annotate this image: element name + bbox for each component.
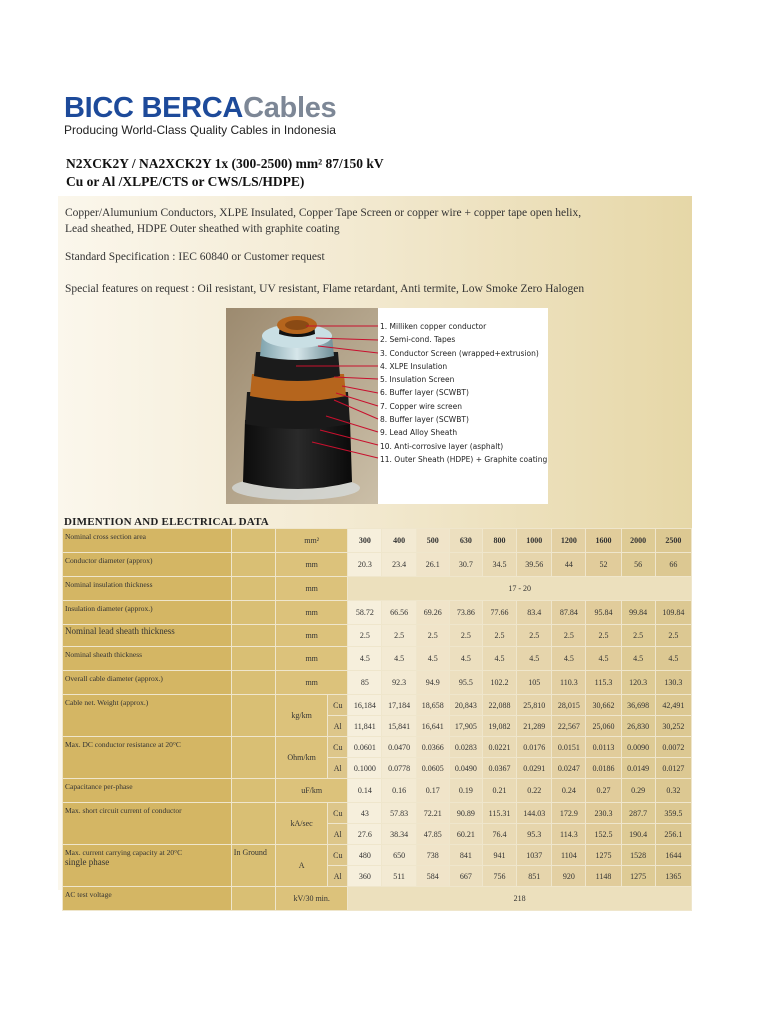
table-cell: 43: [348, 803, 382, 824]
table-cell: 800: [482, 529, 516, 553]
row-label: Nominal lead sheath thickness: [63, 625, 232, 647]
table-cell: 39.56: [517, 553, 552, 577]
table-cell: 0.0072: [655, 737, 691, 758]
table-cell: 4.5: [655, 647, 691, 671]
table-cell: 1528: [621, 845, 655, 866]
table-cell: 511: [382, 866, 416, 887]
blank-cell: [231, 529, 275, 553]
table-cell: 0.0601: [348, 737, 382, 758]
table-cell: 94.9: [416, 671, 449, 695]
material-al: Al: [328, 716, 348, 737]
table-cell: 4.5: [621, 647, 655, 671]
table-cell: 584: [416, 866, 449, 887]
table-cell: 1275: [621, 866, 655, 887]
unit-cell: mm: [276, 671, 348, 695]
table-cell: 287.7: [621, 803, 655, 824]
table-cell: 18,658: [416, 695, 449, 716]
table-cell: 2.5: [517, 625, 552, 647]
table-cell: 0.0113: [586, 737, 621, 758]
row-sheath-thickness: [63, 647, 692, 671]
legend-item: 9. Lead Alloy Sheath: [380, 428, 458, 438]
dimension-electrical-table: [62, 528, 692, 911]
table-cell: 28,015: [552, 695, 586, 716]
title-line-1: N2XCK2Y / NA2XCK2Y 1x (300-2500) mm² 87/150 kV: [66, 156, 384, 171]
table-cell: 920: [552, 866, 586, 887]
table-cell: 105: [517, 671, 552, 695]
table-cell: 58.72: [348, 601, 382, 625]
product-title: [66, 155, 384, 191]
row-lead-sheath: [63, 625, 692, 647]
table-cell: 77.66: [482, 601, 516, 625]
table-cell: 1000: [517, 529, 552, 553]
table-cell: 0.0366: [416, 737, 449, 758]
legend-item: 2. Semi-cond. Tapes: [380, 335, 456, 345]
table-cell: 144.03: [517, 803, 552, 824]
table-cell: 230.3: [586, 803, 621, 824]
row-label: [63, 845, 232, 887]
table-cell: 73.86: [449, 601, 482, 625]
blank-cell: [231, 695, 275, 737]
material-cu: Cu: [328, 737, 348, 758]
unit-cell: mm: [276, 553, 348, 577]
table-cell: 4.5: [586, 647, 621, 671]
table-cell: 0.32: [655, 779, 691, 803]
table-cell: 0.0470: [382, 737, 416, 758]
table-cell: 130.3: [655, 671, 691, 695]
table-cell: 4.5: [348, 647, 382, 671]
table-cell: 1148: [586, 866, 621, 887]
table-cell: 359.5: [655, 803, 691, 824]
table-cell: 0.22: [517, 779, 552, 803]
table-cell: 30,252: [655, 716, 691, 737]
table-cell: 0.0605: [416, 758, 449, 779]
table-cell: 102.2: [482, 671, 516, 695]
table-cell: 1600: [586, 529, 621, 553]
table-cell: 360: [348, 866, 382, 887]
table-cell: 190.4: [621, 824, 655, 845]
legend-item: 11. Outer Sheath (HDPE) + Graphite coating: [380, 454, 548, 464]
table-cell: 69.26: [416, 601, 449, 625]
row-current-capacity-cu: [63, 845, 692, 866]
table-cell: 87.84: [552, 601, 586, 625]
table-cell: 17,905: [449, 716, 482, 737]
unit-cell: A: [276, 845, 328, 887]
table-cell: 4.5: [449, 647, 482, 671]
blank-cell: [231, 601, 275, 625]
table-cell: 4.5: [416, 647, 449, 671]
table-cell: 4.5: [552, 647, 586, 671]
table-cell: 0.0176: [517, 737, 552, 758]
table-cell: 0.0291: [517, 758, 552, 779]
row-cross-section: [63, 529, 692, 553]
table-cell: 92.3: [382, 671, 416, 695]
table-cell: 0.27: [586, 779, 621, 803]
row-label: Nominal cross section area: [63, 529, 232, 553]
table-cell: 0.1000: [348, 758, 382, 779]
blank-cell: [231, 779, 275, 803]
row-cable-weight-cu: [63, 695, 692, 716]
unit-cell: mm²: [276, 529, 348, 553]
table-cell: 1644: [655, 845, 691, 866]
table-cell: 23.4: [382, 553, 416, 577]
row-overall-diameter: [63, 671, 692, 695]
legend-item: 3. Conductor Screen (wrapped+extrusion): [380, 348, 539, 358]
table-cell: 152.5: [586, 824, 621, 845]
table-cell: 60.21: [449, 824, 482, 845]
table-cell: 47.85: [416, 824, 449, 845]
special-features-label: Special features on request :: [65, 283, 195, 295]
material-cu: Cu: [328, 845, 348, 866]
row-conductor-diameter: [63, 553, 692, 577]
row-label-line: single phase: [65, 857, 110, 867]
table-cell: 85: [348, 671, 382, 695]
table-cell: 2.5: [348, 625, 382, 647]
table-cell: 0.0221: [482, 737, 516, 758]
table-cell: 95.84: [586, 601, 621, 625]
row-label: Conductor diameter (approx): [63, 553, 232, 577]
table-cell: 27.6: [348, 824, 382, 845]
table-cell: 66: [655, 553, 691, 577]
row-label-line: Max. current carrying capacity at 20°C: [65, 848, 183, 857]
legend-item: 8. Buffer layer (SCWBT): [380, 415, 469, 425]
table-cell: 25,810: [517, 695, 552, 716]
logo-wordmark: [64, 93, 336, 123]
legend-item: 5. Insulation Screen: [380, 375, 455, 385]
logo-part-bicc-berca: BICC BERCA: [64, 92, 244, 124]
table-cell: 0.0151: [552, 737, 586, 758]
table-cell: 30,662: [586, 695, 621, 716]
row-label: Nominal insulation thickness: [63, 577, 232, 601]
logo-tagline: Producing World-Class Quality Cables in Indonesia: [64, 123, 336, 137]
table-cell: 0.24: [552, 779, 586, 803]
row-short-circuit-cu: [63, 803, 692, 824]
blank-cell: [231, 737, 275, 779]
table-cell: 0.0149: [621, 758, 655, 779]
table-cell: 0.21: [482, 779, 516, 803]
unit-cell: mm: [276, 625, 348, 647]
unit-cell: uF/km: [276, 779, 348, 803]
cable-layers-legend: [380, 320, 547, 466]
table-cell: 38.34: [382, 824, 416, 845]
title-line-2: Cu or Al /XLPE/CTS or CWS/LS/HDPE): [66, 174, 305, 189]
table-cell: 44: [552, 553, 586, 577]
material-al: Al: [328, 866, 348, 887]
special-features: [65, 283, 584, 295]
table-cell: 256.1: [655, 824, 691, 845]
row-dc-resistance-cu: [63, 737, 692, 758]
table-cell: 42,491: [655, 695, 691, 716]
table-cell: 20.3: [348, 553, 382, 577]
table-cell: 300: [348, 529, 382, 553]
material-al: Al: [328, 758, 348, 779]
table-cell: 72.21: [416, 803, 449, 824]
table-cell: 1037: [517, 845, 552, 866]
table-cell: 756: [482, 866, 516, 887]
row-label: Max. DC conductor resistance at 20°C: [63, 737, 232, 779]
unit-cell: kV/30 min.: [276, 887, 348, 911]
blank-cell: [231, 553, 275, 577]
table-cell: 667: [449, 866, 482, 887]
table-cell: 738: [416, 845, 449, 866]
table-cell: 650: [382, 845, 416, 866]
standard-specification: Standard Specification : IEC 60840 or Customer request: [65, 251, 325, 263]
unit-cell: mm: [276, 647, 348, 671]
product-description: [65, 205, 685, 237]
table-cell: 15,841: [382, 716, 416, 737]
table-cell: 2500: [655, 529, 691, 553]
table-cell: 2.5: [416, 625, 449, 647]
row-insulation-diameter: [63, 601, 692, 625]
description-line-2: Lead sheathed, HDPE Outer sheathed with graphite coating: [65, 223, 340, 235]
table-cell: 172.9: [552, 803, 586, 824]
table-cell: 109.84: [655, 601, 691, 625]
table-cell: 4.5: [382, 647, 416, 671]
table-cell: 2000: [621, 529, 655, 553]
table-cell: 2.5: [586, 625, 621, 647]
table-cell: 851: [517, 866, 552, 887]
unit-cell: kg/km: [276, 695, 328, 737]
table-cell: 26.1: [416, 553, 449, 577]
legend-item: 6. Buffer layer (SCWBT): [380, 388, 469, 398]
table-cell: 115.31: [482, 803, 516, 824]
table-cell: 83.4: [517, 601, 552, 625]
table-cell: 841: [449, 845, 482, 866]
table-cell: 0.0090: [621, 737, 655, 758]
table-cell: 110.3: [552, 671, 586, 695]
table-cell: 57.83: [382, 803, 416, 824]
legend-item: 4. XLPE Insulation: [380, 361, 448, 371]
blank-cell: [231, 803, 275, 845]
legend-item: 7. Copper wire screen: [380, 401, 463, 411]
row-label: Max. short circuit current of conductor: [63, 803, 232, 845]
table-cell: 22,088: [482, 695, 516, 716]
blank-cell: [231, 671, 275, 695]
table-cell: 1275: [586, 845, 621, 866]
table-cell: 0.0127: [655, 758, 691, 779]
blank-cell: [231, 647, 275, 671]
table-cell: 17,184: [382, 695, 416, 716]
table-cell: 120.3: [621, 671, 655, 695]
table-cell: 941: [482, 845, 516, 866]
table-cell: 66.56: [382, 601, 416, 625]
table-cell: 1365: [655, 866, 691, 887]
table-cell: 16,641: [416, 716, 449, 737]
table-cell: 0.17: [416, 779, 449, 803]
installation-cell: In Ground: [231, 845, 275, 887]
table-cell: 0.16: [382, 779, 416, 803]
table-cell: 2.5: [449, 625, 482, 647]
table-cell: 400: [382, 529, 416, 553]
table-cell: 0.0247: [552, 758, 586, 779]
legend-item: 10. Anti-corrosive layer (asphalt): [380, 441, 504, 451]
table-cell: 30.7: [449, 553, 482, 577]
table-cell-merged: 218: [348, 887, 692, 911]
material-cu: Cu: [328, 803, 348, 824]
table-cell: 480: [348, 845, 382, 866]
special-features-text: Oil resistant, UV resistant, Flame retardant, Anti termite, Low Smoke Zero Halogen: [194, 283, 585, 295]
table-cell: 95.3: [517, 824, 552, 845]
row-insulation-thickness: [63, 577, 692, 601]
material-cu: Cu: [328, 695, 348, 716]
blank-cell: [231, 625, 275, 647]
row-label: Nominal sheath thickness: [63, 647, 232, 671]
table-cell: 95.5: [449, 671, 482, 695]
table-cell: 115.3: [586, 671, 621, 695]
table-cell: 0.0490: [449, 758, 482, 779]
table-title: DIMENTION AND ELECTRICAL DATA: [64, 516, 269, 528]
table-cell: 4.5: [517, 647, 552, 671]
table-cell: 114.3: [552, 824, 586, 845]
table-cell: 56: [621, 553, 655, 577]
table-cell: 90.89: [449, 803, 482, 824]
table-cell: 0.19: [449, 779, 482, 803]
row-label: Insulation diameter (approx.): [63, 601, 232, 625]
table-cell: 34.5: [482, 553, 516, 577]
table-cell: 99.84: [621, 601, 655, 625]
table-cell: 0.0778: [382, 758, 416, 779]
unit-cell: Ohm/km: [276, 737, 328, 779]
row-capacitance: [63, 779, 692, 803]
table-cell: 2.5: [552, 625, 586, 647]
table-cell: 1200: [552, 529, 586, 553]
legend-item: 1. Milliken copper conductor: [380, 322, 487, 331]
row-label: Cable net. Weight (approx.): [63, 695, 232, 737]
table-cell: 19,082: [482, 716, 516, 737]
description-line-1: Copper/Alumunium Conductors, XLPE Insulated, Copper Tape Screen or copper wire + copper tape open helix,: [65, 207, 582, 219]
table-cell: 25,060: [586, 716, 621, 737]
table-cell: 2.5: [655, 625, 691, 647]
table-cell: 2.5: [382, 625, 416, 647]
table-cell: 76.4: [482, 824, 516, 845]
row-label: AC test voltage: [63, 887, 232, 911]
unit-cell: mm: [276, 601, 348, 625]
table-cell: 20,843: [449, 695, 482, 716]
table-cell: 0.0283: [449, 737, 482, 758]
material-al: Al: [328, 824, 348, 845]
logo-part-cables: Cables: [243, 92, 337, 124]
table-cell: 0.29: [621, 779, 655, 803]
table-cell: 1104: [552, 845, 586, 866]
table-cell: 11,841: [348, 716, 382, 737]
row-label: Overall cable diameter (approx.): [63, 671, 232, 695]
table-cell-merged: 17 - 20: [348, 577, 692, 601]
table-cell: 22,567: [552, 716, 586, 737]
table-cell: 26,830: [621, 716, 655, 737]
table-cell: 630: [449, 529, 482, 553]
blank-cell: [231, 577, 275, 601]
unit-cell: mm: [276, 577, 348, 601]
table-cell: 0.14: [348, 779, 382, 803]
table-cell: 21,289: [517, 716, 552, 737]
company-logo: [64, 93, 336, 137]
unit-cell: kA/sec: [276, 803, 328, 845]
row-label: Capacitance per-phase: [63, 779, 232, 803]
table-cell: 52: [586, 553, 621, 577]
table-cell: 16,184: [348, 695, 382, 716]
table-cell: 36,698: [621, 695, 655, 716]
table-cell: 0.0186: [586, 758, 621, 779]
table-cell: 0.0367: [482, 758, 516, 779]
blank-cell: [231, 887, 275, 911]
table-cell: 2.5: [621, 625, 655, 647]
table-cell: 4.5: [482, 647, 516, 671]
table-cell: 500: [416, 529, 449, 553]
table-cell: 2.5: [482, 625, 516, 647]
table-body: [63, 529, 692, 911]
row-ac-test: [63, 887, 692, 911]
